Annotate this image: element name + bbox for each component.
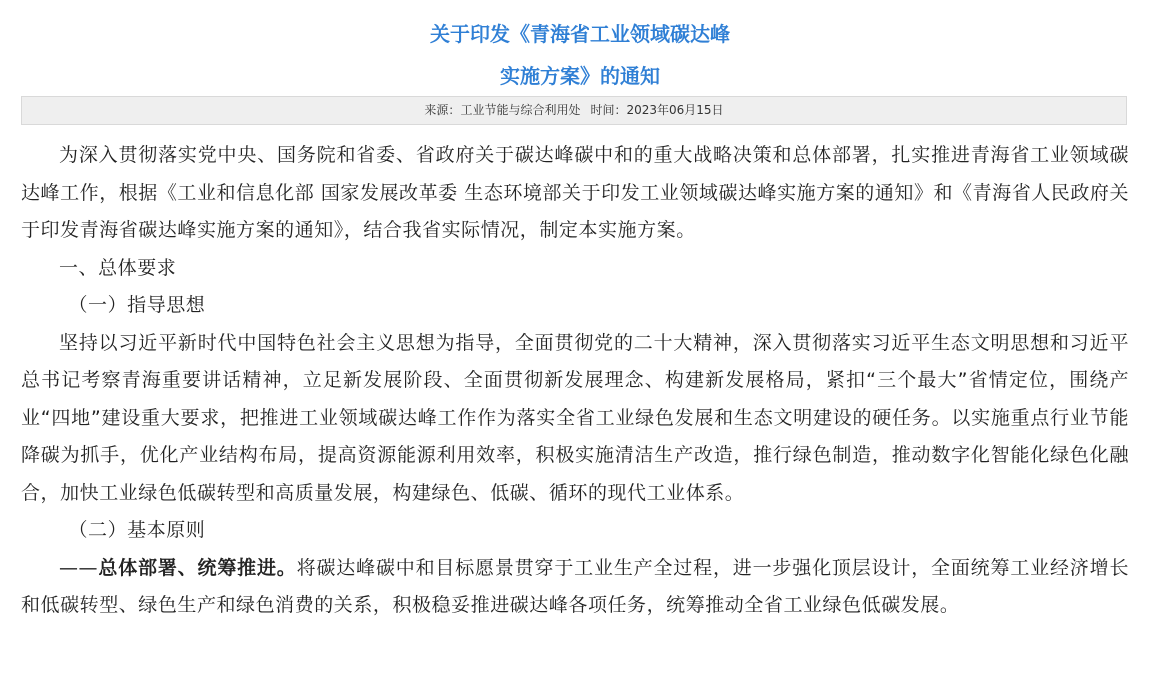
page-title-line-2: 实施方案》的通知 <box>500 64 660 88</box>
paragraph-principle-1 <box>21 550 1129 625</box>
time-value: 2023年06月15日 <box>626 103 724 117</box>
principle-title: 总体部署、统筹推进。 <box>98 556 297 579</box>
article-meta-bar <box>21 96 1127 125</box>
principle-dash: —— <box>59 556 99 579</box>
principle-text: 将碳达峰碳中和目标愿景贯穿于工业生产全过程，进一步强化顶层设计，全面统筹工业经济增长和低碳转型、绿色生产和绿色消费的关系，积极稳妥推进碳达峰各项任务，统筹推动全省工业绿色低碳发展。 <box>21 556 1129 616</box>
page-title-line-1: 关于印发《青海省工业领域碳达峰 <box>430 22 730 46</box>
paragraph-intro: 为深入贯彻落实党中央、国务院和省委、省政府关于碳达峰碳中和的重大战略决策和总体部署，扎实推进青海省工业领域碳达峰工作，根据《工业和信息化部 国家发展改革委 生态环境部关于印发工业领域碳达峰实施方案的通知》和《青海省人民政府关于印发青海省碳达峰实施方案的通知》，结合我省实际情况，制定本实施方案。 <box>21 144 1129 241</box>
section-heading-general-requirements: 一、总体要求 <box>59 256 177 279</box>
source-value: 工业节能与综合利用处 <box>460 103 581 117</box>
subsection-heading-basic-principles: （二）基本原则 <box>68 519 206 541</box>
subsection-heading-guiding-ideology: （一）指导思想 <box>68 294 206 316</box>
paragraph-guiding-ideology: 坚持以习近平新时代中国特色社会主义思想为指导，全面贯彻党的二十大精神，深入贯彻落实习近平生态文明思想和习近平总书记考察青海重要讲话精神，立足新发展阶段、全面贯彻新发展理念、构建新发展格局，紧扣“三个最大”省情定位，围绕产业“四地”建设重大要求，把推进工业领域碳达峰工作作为落实全省工业绿色发展和生态文明建设的硬任务。以实施重点行业节能降碳为抓手，优化产业结构布局，提高资源能源利用效率，积极实施清洁生产改造，推行绿色制造，推动数字化智能化绿色化融合，加快工业绿色低碳转型和高质量发展，构建绿色、低碳、循环的现代工业体系。 <box>21 331 1129 504</box>
time-label: 时间： <box>590 103 627 117</box>
source-label: 来源： <box>424 103 461 117</box>
article-body <box>21 137 1129 625</box>
